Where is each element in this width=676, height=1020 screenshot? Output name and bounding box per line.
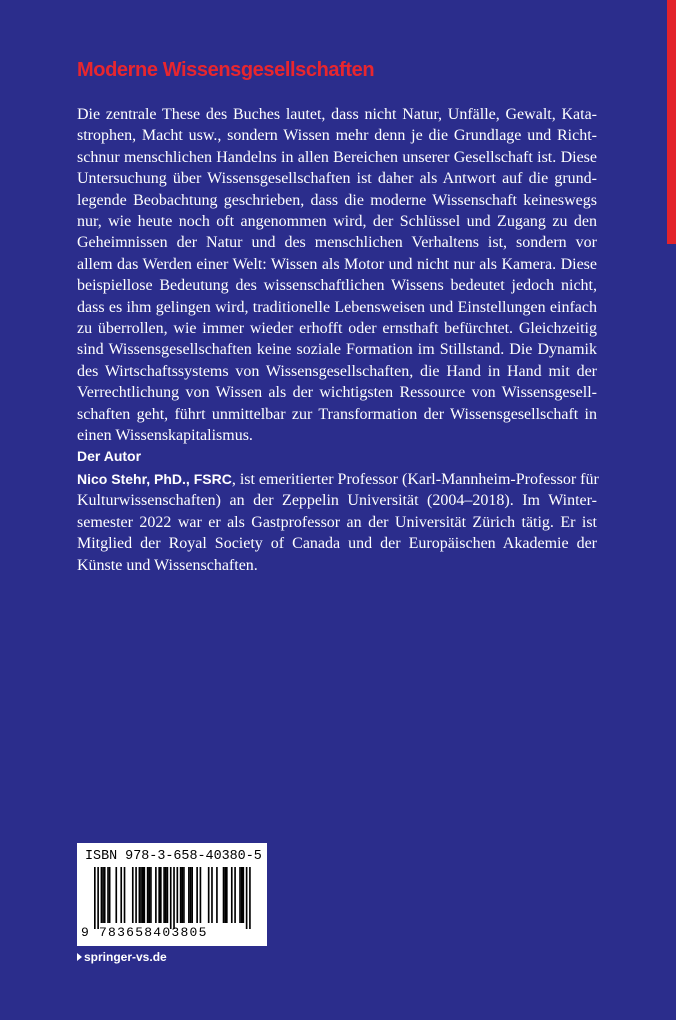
barcode-bar xyxy=(181,867,183,923)
back-cover-heading: Moderne Wissensgesellschaften xyxy=(77,59,375,81)
barcode-bar xyxy=(191,867,193,923)
barcode-bar xyxy=(109,867,111,923)
barcode-bar xyxy=(155,867,157,923)
description-line: des Wirtschaftssystems von Wissensgesellschaften, die Hand in Hand mit der xyxy=(77,362,597,380)
barcode-bar xyxy=(239,867,241,923)
description-line: sind Wissensgesellschaften keine soziale Formation im Stillstand. Die Dynamik xyxy=(77,341,597,359)
description-line: allem das Werden einer Welt: Wissen als Motor und nicht nur als Kamera. Diese xyxy=(77,255,597,273)
barcode-bar xyxy=(190,867,192,923)
barcode-bar xyxy=(104,867,106,923)
barcode-bar xyxy=(167,867,169,923)
isbn-label: ISBN 978-3-658-40380-5 xyxy=(85,849,262,864)
barcode-bar xyxy=(165,867,167,923)
barcode-bar xyxy=(144,867,146,923)
book-description xyxy=(77,104,597,447)
barcode-bar xyxy=(224,867,226,923)
description-line: Geheimnissen der Natur und des menschlichen Verhaltens ist, sondern vor xyxy=(77,234,597,252)
barcode-bar xyxy=(115,867,117,923)
description-line: strophen, Macht usw., sondern Wissen mehr denn je die Grundlage und Richt- xyxy=(77,127,597,145)
author-bio-line: Künste und Wissenschaften. xyxy=(77,556,258,574)
description-line: schaften geht, führt unmittelbar zur Transformation der Wissensgesellschaft in xyxy=(77,405,597,423)
barcode-bar xyxy=(148,867,150,923)
barcode-bar xyxy=(216,867,218,923)
red-edge-stripe xyxy=(667,0,676,244)
barcode-bar xyxy=(231,867,233,923)
description-line: einen Wissenskapitalismus. xyxy=(77,427,253,445)
description-line: zu überrollen, wie immer wieder erhofft oder ernsthaft befürchtet. Gleichzeitig xyxy=(77,320,597,338)
barcode-bar xyxy=(180,867,182,923)
description-line: dass es ihm gelingen wird, traditionelle Lebensweisen und Einstellungen einfach xyxy=(77,298,597,316)
barcode-bar xyxy=(208,867,210,923)
barcode-bar xyxy=(97,867,99,929)
publisher-website[interactable] xyxy=(77,950,167,964)
author-name: Nico Stehr, PhD., FSRC xyxy=(77,471,232,487)
barcode-bars xyxy=(94,867,252,929)
barcode-bar xyxy=(139,867,141,923)
barcode-bar xyxy=(163,867,165,923)
description-line: schnur menschlichen Handelns in allen Bereichen unserer Gesellschaft ist. Diese xyxy=(77,148,597,166)
author-bio-line xyxy=(77,469,597,490)
barcode-digits: 783658403805 xyxy=(99,925,208,940)
barcode-bar xyxy=(101,867,103,923)
author-bio-line: Mitglied der Royal Society of Canada und der Europäischen Akademie der xyxy=(77,535,597,553)
barcode-bar xyxy=(94,867,96,929)
description-line: nur, wie heute noch oft angenommen wird, der Schlüssel und Zugang zu den xyxy=(77,213,597,231)
barcode-bar xyxy=(223,867,225,923)
description-line: Untersuchung über Wissensgesellschaften ist daher als Antwort auf die grund- xyxy=(77,170,597,188)
barcode-bar xyxy=(140,867,142,923)
barcode-bar xyxy=(150,867,152,923)
barcode-bar xyxy=(107,867,109,923)
barcode-bar xyxy=(135,867,137,923)
barcode-bar xyxy=(120,867,122,923)
description-line: legende Beobachtung geschrieben, dass die moderne Wissenschaft keineswegs xyxy=(77,191,597,209)
barcode-bar xyxy=(142,867,144,923)
arrow-icon xyxy=(77,953,82,961)
description-line: Die zentrale These des Buches lautet, dass nicht Natur, Unfälle, Gewalt, Kata- xyxy=(77,106,597,123)
barcode-bar xyxy=(183,867,185,923)
barcode-bar xyxy=(160,867,162,923)
barcode-bar xyxy=(226,867,228,923)
barcode-bar xyxy=(234,867,236,923)
barcode-first-digit: 9 xyxy=(81,925,89,940)
barcode-bar xyxy=(249,867,251,929)
barcode-bar xyxy=(158,867,160,923)
barcode-bar xyxy=(170,867,172,929)
barcode-bar xyxy=(132,867,134,923)
barcode-bar xyxy=(246,867,248,929)
author-heading: Der Autor xyxy=(77,448,142,464)
author-bio-line: semester 2022 war er als Gastprofessor an der Universität Zürich tätig. Er ist xyxy=(77,513,597,531)
barcode-bar xyxy=(241,867,243,923)
barcode-bar xyxy=(196,867,198,923)
barcode-bar xyxy=(243,867,245,923)
barcode-bar xyxy=(177,867,179,923)
description-line: beispiellose Bedeutung des wissenschaftlichen Wissens bedeutet jedoch nicht, xyxy=(77,277,597,295)
description-line: Verrechtlichung von Wissen als der wichtigsten Ressource von Wissensgesell- xyxy=(77,384,597,402)
barcode-bar xyxy=(211,867,213,923)
barcode-bar xyxy=(124,867,126,923)
barcode-bar xyxy=(102,867,104,923)
barcode-bar xyxy=(200,867,202,923)
author-bio-intro: , ist emeritierter Professor (Karl-Mannheim-Professor für xyxy=(231,471,599,488)
isbn-barcode xyxy=(77,843,267,946)
author-bio xyxy=(77,469,597,576)
publisher-website-label: springer-vs.de xyxy=(84,950,167,964)
barcode-bar xyxy=(188,867,190,923)
barcode-bar xyxy=(173,867,175,929)
author-bio-line: Kulturwissenschaften) an der Zeppelin Universität (2004–2018). Im Winter- xyxy=(77,492,597,510)
barcode-bar xyxy=(147,867,149,923)
